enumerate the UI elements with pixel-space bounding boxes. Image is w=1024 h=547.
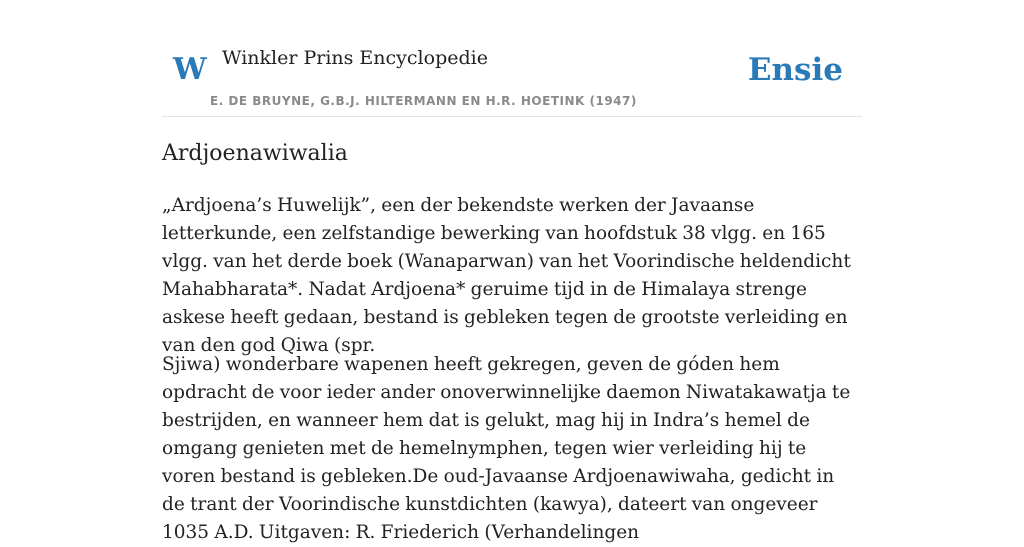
article-title: Ardjoenawiwalia — [162, 141, 348, 166]
site-logo-icon[interactable]: W — [173, 52, 207, 87]
site-title-link[interactable]: Winkler Prins Encyclopedie — [222, 47, 488, 69]
authors-byline: E. DE BRUYNE, G.B.J. HILTERMANN EN H.R. HOETINK (1947) — [210, 94, 637, 108]
page — [162, 0, 862, 543]
article-paragraph-2: Sjiwa) wonderbare wapenen heeft gekregen, geven de góden hem opdracht de voor ieder ander onoverwinnelijke daemon Niwatakawatja te bestrijden, en wanneer hem dat is gelukt, mag hij in Indra’s hemel de omgang genieten met de hemelnymphen, tegen wier verleiding hij te voren bestand is gebleken.De oud-Javaanse Ardjoenawiwaha, gedicht in de trant der Voorindische kunstdichten (kawya), dateert van ongeveer 1035 A.D. Uitgaven: R. Friederich (Verhandelingen — [162, 354, 851, 543]
site-header — [162, 0, 862, 117]
brand-logo-link[interactable]: Ensie — [747, 52, 843, 88]
article-paragraph-1: „Ardjoena’s Huwelijk”, een der bekendste werken der Javaanse letterkunde, een zelfstandige bewerking van hoofdstuk 38 vlgg. en 165 vlgg. van het derde boek (Wanaparwan) van het Voorindische heldendicht Mahabharata*. Nadat Ardjoena* geruime tijd in de Himalaya strenge askese heeft gedaan, bestand is gebleken tegen de grootste verleiding en van den god Qiwa (spr. — [162, 195, 851, 356]
